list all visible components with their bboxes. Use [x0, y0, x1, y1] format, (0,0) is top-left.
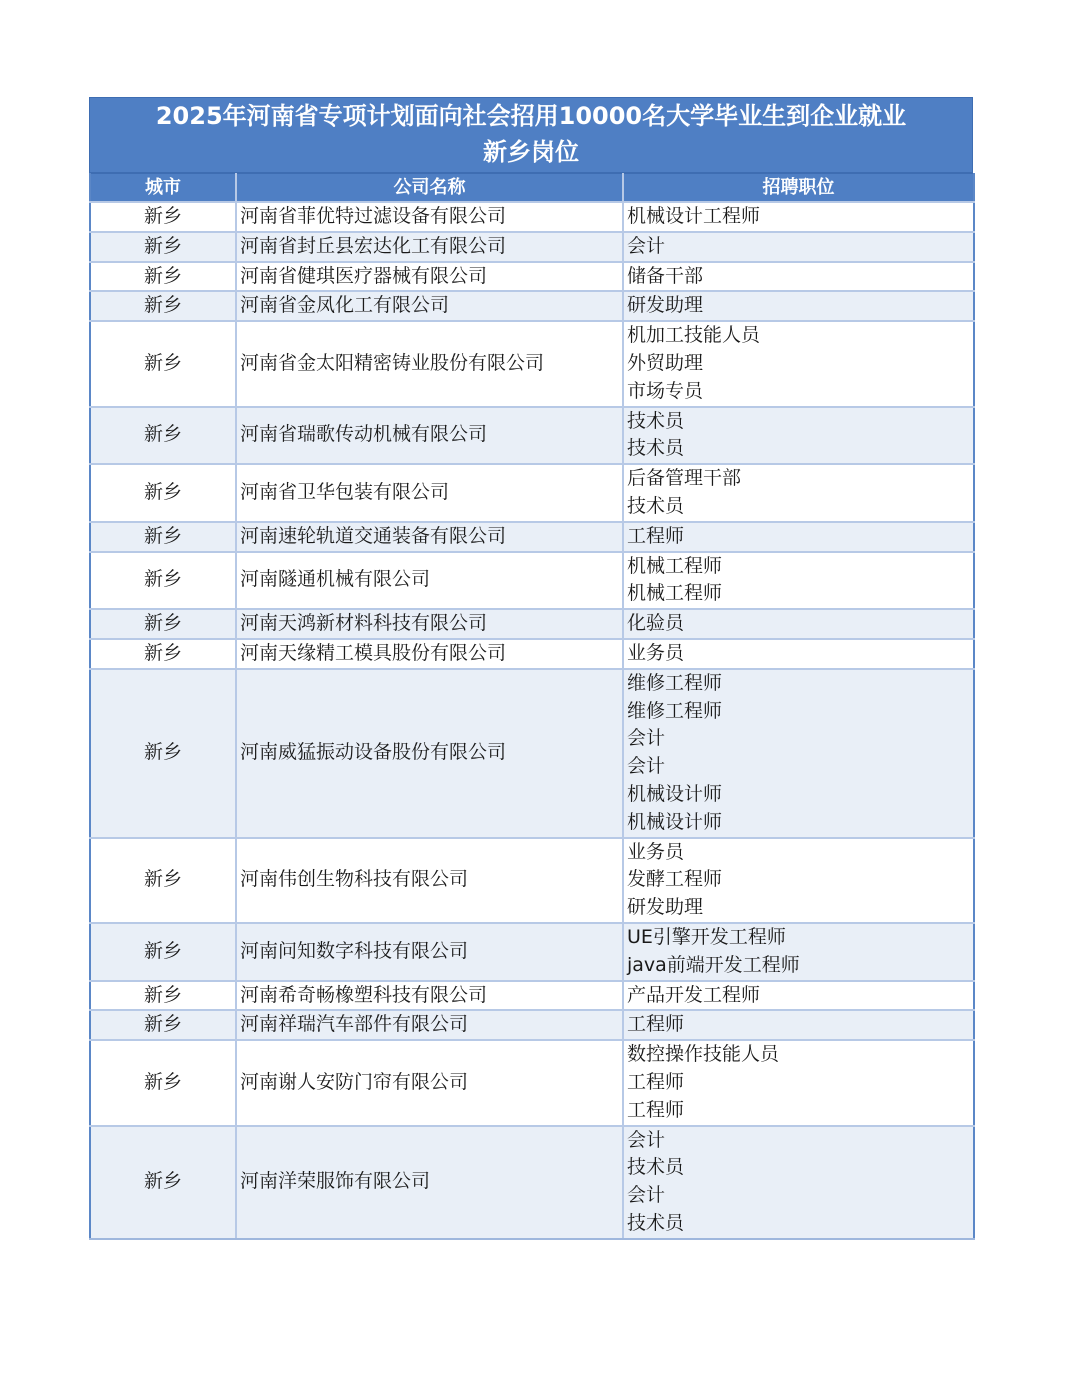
cell-city: 新乡: [90, 1126, 236, 1239]
cell-city: 新乡: [90, 1040, 236, 1125]
position-item: 发酵工程师: [627, 868, 723, 891]
position-item: 机加工技能人员: [627, 324, 761, 347]
cell-positions: [623, 639, 974, 669]
cell-city: 新乡: [90, 1010, 236, 1040]
table-row: [90, 838, 974, 923]
cell-positions: [623, 981, 974, 1011]
cell-positions: [623, 1126, 974, 1239]
cell-positions: [623, 407, 974, 465]
position-item: 数控操作技能人员: [627, 1043, 780, 1066]
cell-city: 新乡: [90, 639, 236, 669]
position-item: UE引擎开发工程师: [627, 925, 786, 948]
cell-city: 新乡: [90, 407, 236, 465]
position-item: 外贸助理: [627, 351, 704, 374]
table-row: [90, 262, 974, 292]
cell-city: 新乡: [90, 609, 236, 639]
table-title: [89, 97, 973, 173]
cell-city: 新乡: [90, 464, 236, 522]
cell-city: 新乡: [90, 838, 236, 923]
position-item: 业务员: [627, 840, 685, 863]
table-row: [90, 202, 974, 232]
cell-positions: [623, 262, 974, 292]
cell-positions: [623, 522, 974, 552]
table-row: [90, 232, 974, 262]
position-item: 研发助理: [627, 896, 704, 919]
cell-positions: [623, 838, 974, 923]
jobs-table: [89, 173, 975, 1240]
position-item: 工程师: [627, 524, 685, 547]
table-row: [90, 1126, 974, 1239]
cell-city: 新乡: [90, 262, 236, 292]
cell-positions: [623, 609, 974, 639]
table-row: [90, 669, 974, 838]
cell-positions: [623, 552, 974, 610]
table-row: [90, 639, 974, 669]
position-item: 技术员: [627, 437, 685, 460]
cell-city: 新乡: [90, 232, 236, 262]
cell-city: 新乡: [90, 923, 236, 981]
cell-positions: [623, 669, 974, 838]
cell-company: 河南问知数字科技有限公司: [236, 923, 623, 981]
cell-city: 新乡: [90, 321, 236, 406]
cell-company: 河南谢人安防门帘有限公司: [236, 1040, 623, 1125]
position-item: 维修工程师: [627, 699, 723, 722]
cell-city: 新乡: [90, 522, 236, 552]
position-item: 产品开发工程师: [627, 983, 761, 1006]
cell-company: 河南威猛振动设备股份有限公司: [236, 669, 623, 838]
table-row: [90, 1010, 974, 1040]
table-body: [90, 202, 974, 1239]
table-row: [90, 321, 974, 406]
cell-positions: [623, 1040, 974, 1125]
cell-positions: [623, 291, 974, 321]
cell-city: 新乡: [90, 552, 236, 610]
cell-positions: [623, 321, 974, 406]
cell-positions: [623, 464, 974, 522]
cell-company: 河南洋荣服饰有限公司: [236, 1126, 623, 1239]
position-item: 机械工程师: [627, 582, 723, 605]
cell-company: 河南省金凤化工有限公司: [236, 291, 623, 321]
table-header-row: [90, 174, 974, 203]
cell-company: 河南省瑞歌传动机械有限公司: [236, 407, 623, 465]
position-item: 机械设计工程师: [627, 205, 761, 227]
position-item: 业务员: [627, 641, 685, 664]
position-item: 研发助理: [627, 294, 704, 317]
title-line-1: 2025年河南省专项计划面向社会招用10000名大学毕业生到企业就业: [155, 102, 907, 130]
position-item: 会计: [627, 234, 666, 257]
position-item: 维修工程师: [627, 671, 723, 694]
cell-company: 河南天缘精工模具股份有限公司: [236, 639, 623, 669]
cell-city: 新乡: [90, 669, 236, 838]
cell-company: 河南省金太阳精密铸业股份有限公司: [236, 321, 623, 406]
cell-positions: [623, 202, 974, 232]
cell-company: 河南隧通机械有限公司: [236, 552, 623, 610]
position-item: 机械设计师: [627, 810, 723, 833]
table-row: [90, 522, 974, 552]
position-item: 后备管理干部: [627, 467, 742, 490]
position-item: 技术员: [627, 1156, 685, 1179]
position-item: 工程师: [627, 1013, 685, 1036]
cell-positions: [623, 1010, 974, 1040]
cell-company: 河南希奇畅橡塑科技有限公司: [236, 981, 623, 1011]
position-item: 机械工程师: [627, 554, 723, 577]
position-item: 会计: [627, 755, 666, 778]
cell-company: 河南省菲优特过滤设备有限公司: [236, 202, 623, 232]
position-item: 会计: [627, 1184, 666, 1207]
cell-company: 河南省健琪医疗器械有限公司: [236, 262, 623, 292]
cell-company: 河南伟创生物科技有限公司: [236, 838, 623, 923]
position-item: 技术员: [627, 494, 685, 517]
cell-company: 河南祥瑞汽车部件有限公司: [236, 1010, 623, 1040]
job-table-sheet: [89, 97, 973, 1240]
position-item: 机械设计师: [627, 782, 723, 805]
cell-company: 河南省卫华包装有限公司: [236, 464, 623, 522]
column-header-positions: 招聘职位: [623, 174, 974, 203]
table-row: [90, 981, 974, 1011]
position-item: 技术员: [627, 1211, 685, 1234]
table-row: [90, 609, 974, 639]
position-item: 工程师: [627, 1070, 685, 1093]
position-item: 会计: [627, 727, 666, 750]
table-row: [90, 552, 974, 610]
column-header-city: 城市: [90, 174, 236, 203]
cell-city: 新乡: [90, 202, 236, 232]
title-line-2: 新乡岗位: [483, 138, 579, 166]
table-row: [90, 464, 974, 522]
position-item: 技术员: [627, 409, 685, 432]
table-row: [90, 407, 974, 465]
cell-company: 河南速轮轨道交通装备有限公司: [236, 522, 623, 552]
table-row: [90, 1040, 974, 1125]
position-item: 会计: [627, 1128, 666, 1151]
cell-city: 新乡: [90, 981, 236, 1011]
table-row: [90, 291, 974, 321]
position-item: 工程师: [627, 1098, 685, 1121]
position-item: java前端开发工程师: [627, 953, 800, 976]
cell-company: 河南省封丘县宏达化工有限公司: [236, 232, 623, 262]
cell-positions: [623, 232, 974, 262]
column-header-company: 公司名称: [236, 174, 623, 203]
position-item: 储备干部: [627, 264, 704, 287]
cell-company: 河南天鸿新材料科技有限公司: [236, 609, 623, 639]
position-item: 市场专员: [627, 379, 704, 402]
position-item: 化验员: [627, 612, 685, 635]
cell-positions: [623, 923, 974, 981]
table-row: [90, 923, 974, 981]
cell-city: 新乡: [90, 291, 236, 321]
